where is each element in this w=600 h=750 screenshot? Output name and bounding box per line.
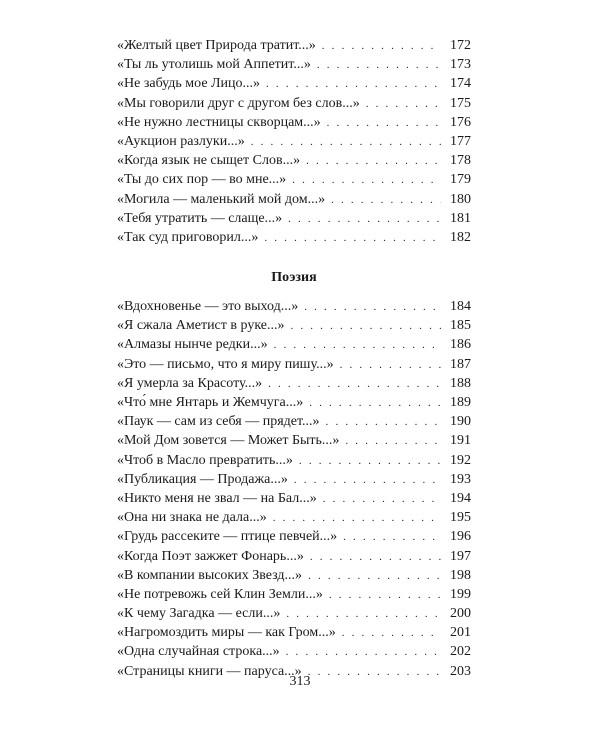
toc-entry [117,431,471,450]
dot-leader [329,586,441,605]
toc-entry [117,508,471,527]
dot-leader [273,509,441,528]
toc-entry-page-number: 173 [450,57,471,73]
toc-entry [117,566,471,585]
toc-entry-title: «Когда язык не сыщет Слов...» [117,153,301,169]
toc-entry-title: «Не потревожь сей Клин Земли...» [117,586,323,602]
toc-entry-title: «Чтоб в Масло превратить...» [117,452,293,468]
dot-leader [326,413,441,432]
dot-leader [306,152,441,171]
toc-entry-page-number: 184 [450,299,471,315]
dot-leader [304,298,441,317]
toc-list-first-section [117,36,471,247]
dot-leader [290,317,441,336]
toc-page [117,36,471,681]
toc-entry-title: «Грудь рассеките — птице певчей...» [117,529,338,545]
toc-entry [117,94,471,113]
toc-entry-title: «Не нужно лестницы скворцам...» [117,114,321,130]
dot-leader [317,56,441,75]
dot-leader [322,37,441,56]
toc-entry-title: «К чему Загадка — если...» [117,606,281,622]
toc-entry-title: «Это — письмо, что я миру пишу...» [117,356,334,372]
toc-entry-title: «Ты ль утолишь мой Аппетит...» [117,57,311,73]
dot-leader [299,452,441,471]
toc-entry-title: «Не забудь мое Лицо...» [117,76,261,92]
toc-entry-title: «Могила — маленький мой дом...» [117,191,326,207]
toc-entry-title: «Ты до сих пор — во мне...» [117,172,287,188]
toc-entry-page-number: 172 [450,38,471,53]
toc-entry [117,547,471,566]
toc-entry [117,132,471,151]
toc-entry-page-number: 196 [450,529,471,545]
dot-leader [268,375,441,394]
toc-entry-page-number: 181 [450,210,471,226]
toc-entry-page-number: 175 [450,95,471,111]
toc-entry-page-number: 176 [450,114,471,130]
toc-entry-page-number: 193 [450,471,471,487]
toc-entry-page-number: 195 [450,510,471,526]
toc-entry-title: «Вдохновенье — это выход...» [117,299,299,315]
toc-entry-title: «Алмазы нынче редки...» [117,337,268,353]
dot-leader [288,210,441,229]
dot-leader [294,471,441,490]
toc-entry-page-number: 203 [450,663,471,679]
toc-entry [117,470,471,489]
toc-entry [117,585,471,604]
toc-entry-title: «Аукцион разлуки...» [117,133,245,149]
toc-entry-title: «Публикация — Продажа...» [117,471,288,487]
dot-leader [309,394,441,413]
toc-entry-page-number: 190 [450,414,471,430]
toc-entry [117,74,471,93]
toc-entry-page-number: 202 [450,644,471,660]
toc-entry-title: «Нагромоздить миры — как Гром...» [117,625,336,641]
dot-leader [345,432,441,451]
dot-leader [308,567,441,586]
toc-entry-page-number: 180 [450,191,471,207]
toc-entry-page-number: 178 [450,153,471,169]
toc-entry [117,209,471,228]
toc-entry [117,412,471,431]
toc-entry [117,489,471,508]
toc-entry-title: «Тебя утратить — слаще...» [117,210,283,226]
toc-entry-title: «Когда Поэт зажжет Фонарь...» [117,548,304,564]
dot-leader [342,624,441,643]
toc-entry-page-number: 179 [450,172,471,188]
toc-entry-page-number: 194 [450,490,471,506]
toc-entry-page-number: 197 [450,548,471,564]
toc-entry-page-number: 177 [450,133,471,149]
toc-entry-page-number: 201 [450,625,471,641]
dot-leader [266,75,441,94]
dot-leader [331,191,441,210]
toc-entry-page-number: 185 [450,318,471,334]
toc-entry [117,451,471,470]
toc-entry [117,316,471,335]
toc-entry-page-number: 182 [450,229,471,245]
dot-leader [327,114,441,133]
toc-list-poetry-section [117,297,471,681]
dot-leader [323,490,441,509]
toc-entry-title: «Мы говорили друг с другом без слов...» [117,95,360,111]
toc-entry-page-number: 186 [450,337,471,353]
toc-entry [117,374,471,393]
toc-entry-page-number: 192 [450,452,471,468]
toc-entry [117,113,471,132]
section-heading: Поэзия [271,270,317,286]
toc-entry-title: «В компании высоких Звезд...» [117,567,303,583]
dot-leader [310,548,441,567]
dot-leader [274,336,441,355]
dot-leader [366,95,441,114]
toc-entry-page-number: 198 [450,567,471,583]
toc-entry-page-number: 191 [450,433,471,449]
toc-entry [117,297,471,316]
toc-entry [117,36,471,55]
toc-entry-page-number: 187 [450,356,471,372]
toc-entry [117,228,471,247]
dot-leader [286,643,441,662]
toc-entry [117,527,471,546]
toc-entry-page-number: 189 [450,395,471,410]
toc-entry-page-number: 199 [450,586,471,602]
dot-leader [264,229,441,248]
toc-entry-title: «Одна случайная строка...» [117,644,280,660]
toc-entry [117,604,471,623]
toc-entry-title: «Страницы книги — паруса...» [117,663,302,679]
page-number: 313 [289,674,311,689]
dot-leader [340,356,441,375]
toc-entry-title: «Желтый цвет Природа тратит...» [117,38,316,53]
toc-entry-page-number: 188 [450,375,471,391]
toc-entry-page-number: 174 [450,76,471,92]
toc-entry-title: «Паук — сам из себя — прядет...» [117,414,320,430]
toc-entry [117,393,471,412]
toc-entry-title: «Никто меня не звал — на Бал...» [117,490,317,506]
dot-leader [292,171,441,190]
toc-entry [117,151,471,170]
toc-entry [117,55,471,74]
toc-entry-title: «Я сжала Аметист в руке...» [117,318,285,334]
toc-entry-title: «Мой Дом зовется — Может Быть...» [117,433,340,449]
toc-entry [117,642,471,661]
toc-entry [117,335,471,354]
toc-entry-title: «Что́ мне Янтарь и Жемчуга...» [117,395,304,410]
toc-entry [117,170,471,189]
dot-leader [251,133,441,152]
toc-entry [117,623,471,642]
toc-entry-title: «Так суд приговорил...» [117,229,259,245]
toc-entry [117,355,471,374]
toc-entry-title: «Я умерла за Красоту...» [117,375,263,391]
dot-leader [343,528,441,547]
toc-entry-title: «Она ни знака не дала...» [117,510,267,526]
toc-entry-page-number: 200 [450,606,471,622]
dot-leader [286,605,441,624]
toc-entry [117,190,471,209]
